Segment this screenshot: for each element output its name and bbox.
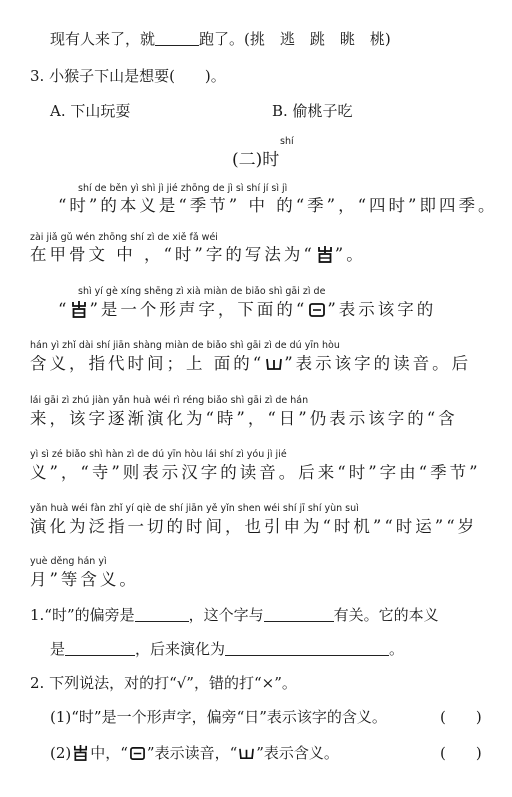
ancient-zhi-glyph [238,746,255,761]
q1-line1 [30,606,439,624]
q2-item2-b: 中，“ [90,744,128,762]
passage-p4-text-a: 含义，指代时间；上 面的“ [30,354,265,373]
passage-p4-text-b: ”表示该字的读音。后 [284,354,472,373]
passage-p7-text: 演化为泛指一切的时间，也引申为“时机”“时运”“岁 [30,517,478,536]
q1-evolution-blank[interactable] [225,641,389,656]
ancient-shi-glyph [72,744,89,761]
q2-stem: 2. 下列说法，对的打“√”，错的打“×”。 [30,674,297,692]
passage-p8-pinyin: yuè děng hán yì [30,556,107,567]
q1-related-blank[interactable] [264,607,334,622]
q2-item2-d: ”表示含义。 [256,744,339,762]
q2-item2-answer-paren[interactable]: ( ) [440,744,482,762]
passage-p3-line [58,300,436,320]
ancient-shi-glyph [316,245,334,263]
passage-p4-line [30,354,471,374]
passage-p1-text: “时”的本义是“季节” 中 的“季”，“四时”即四季。 [58,196,498,215]
ancient-ri-glyph [129,746,146,761]
passage-p8-text: 月”等含义。 [30,570,139,589]
passage-p3-text-a: ”是一个形声字，下面的“ [89,300,308,319]
answer-blank[interactable] [155,31,199,46]
open-quote: “ [58,300,70,319]
passage-p3-pinyin: shì yí gè xíng shēng zì xià miàn de biǎo shì gāi zì de [78,286,326,297]
q2-item2 [50,744,339,762]
passage-p6-text: 义”，“寺”则表示汉字的读音。后来“时”字由“季节” [30,463,481,482]
top-question-line [50,30,391,48]
section-title: (二)时 [232,150,280,170]
ancient-shi-glyph [70,300,88,318]
q1-line2-a: 是 [50,640,66,658]
q1-line1-a: 1.“时”的偏旁是 [30,606,135,624]
passage-p6-pinyin: yì sì zé biǎo shì hàn zì de dú yīn hòu lái shí zì yóu jì jié [30,449,287,460]
top-question-text-a: 现有人来了，就 [50,30,156,48]
q2-item1-answer-paren[interactable]: ( ) [440,708,482,726]
ancient-zhi-glyph [265,356,283,372]
q1-line2 [50,640,404,658]
q1-line2-c: 。 [389,640,405,658]
passage-p5-pinyin: lái gāi zì zhú jiàn yǎn huà wéi rì réng biǎo shì gāi zì de hán [30,395,309,406]
q1-meaning-blank[interactable] [65,641,135,656]
passage-p2-text-end: ”。 [334,245,366,264]
q1-line1-c: 有关。它的本义 [333,606,439,624]
passage-p4-pinyin: hán yì zhǐ dài shí jiān shàng miàn de biǎo shì gāi zì de dú yīn hòu [30,340,340,351]
passage-p7-pinyin: yǎn huà wéi fàn zhǐ yí qiè de shí jiān yě yǐn shen wéi shí jī shí yùn suì [30,503,359,514]
section-title-pinyin: shí [280,136,294,147]
passage-p2-line [30,245,366,265]
q1-line2-b: ，后来演化为 [135,640,226,658]
passage-p2-pinyin: zài jiǎ gǔ wén zhōng shí zì de xiě fǎ wéi [30,232,218,243]
q1-radical-blank[interactable] [135,607,189,622]
q2-item2-c: ”表示读音，“ [146,744,238,762]
q2-item2-a: (2) [50,744,72,762]
ancient-ri-glyph [308,302,326,318]
q1-line1-b: ，这个字与 [188,606,264,624]
q3-stem: 3. 小猴子下山是想要( )。 [30,67,226,85]
passage-p3-text-b: ”表示该字的 [327,300,437,319]
q2-item1: (1)“时”是一个形声字，偏旁“日”表示该字的含义。 [50,708,387,726]
passage-p1-pinyin: shí de běn yì shì jì jié zhōng de jì sì shí jí sì jì [78,183,288,194]
passage-p2-text: 在甲骨文 中 ，“时”字的写法为“ [30,245,315,264]
q3-option-a[interactable]: A. 下山玩耍 [50,102,131,120]
top-question-text-b: 跑了。(挑 逃 跳 眺 桃) [199,30,391,48]
q3-option-b[interactable]: B. 偷桃子吃 [272,102,353,120]
passage-p5-text: 来，该字逐渐演化为“時”，“日”仍表示该字的“含 [30,409,458,428]
